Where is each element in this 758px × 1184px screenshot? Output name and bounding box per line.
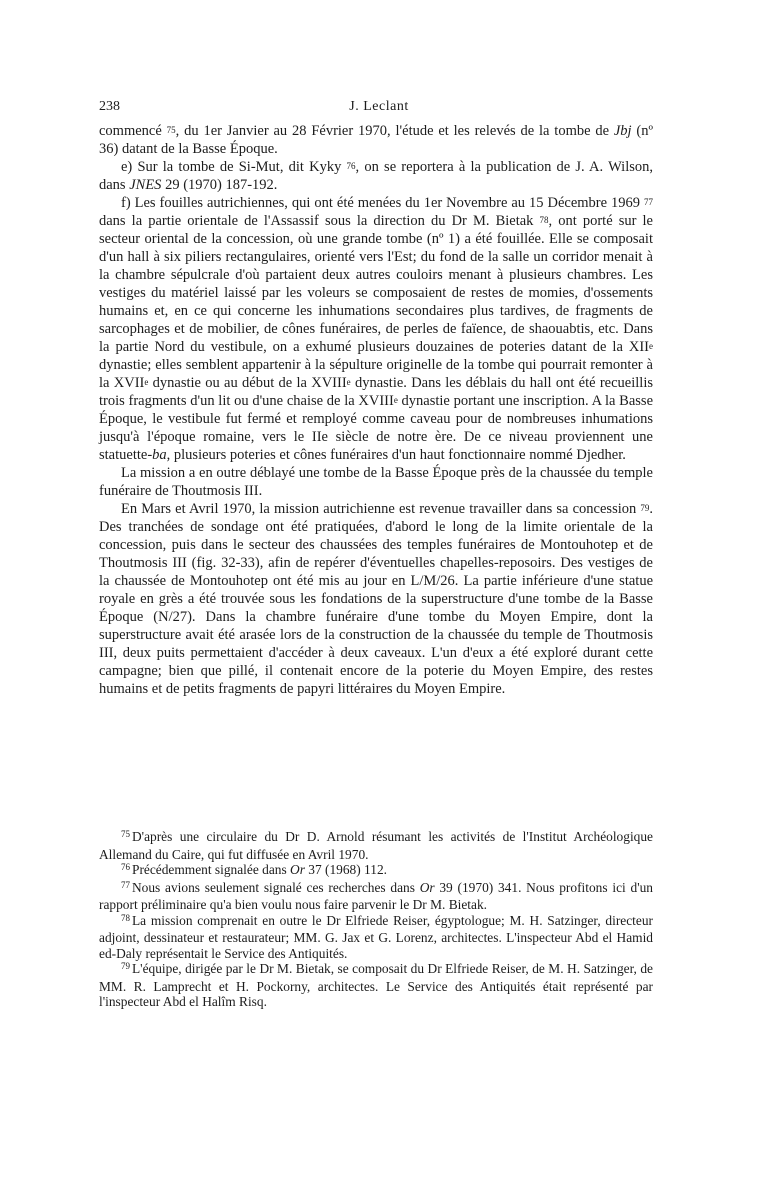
paragraph: commencé $^{75}$, du 1er Janvier au 28 Février 1970, l'étude et les relevés de la tombe de Jbj (nº 36) datant de la Basse Époque. [99, 123, 653, 157]
page-header [99, 99, 659, 117]
paragraph: La mission a en outre déblayé une tombe de la Basse Époque près de la chaussée du temple funéraire de Thoutmosis III. [99, 465, 653, 499]
footnote-ref[interactable]: 77 [644, 197, 653, 207]
footnote: $^{76}$ Précédemment signalée dans Or 37 (1968) 112. [121, 862, 387, 877]
footnote-number: 75 [121, 829, 130, 839]
footnote: $^{77}$ Nous avions seulement signalé ces recherches dans Or 39 (1970) 341. Nous profitons ici d'un rapport préliminaire qu'a bien voulu nous faire parvenir le Dr M. Bietak. [99, 879, 653, 912]
footnote-number: 78 [121, 912, 130, 923]
footnote-ref[interactable]: 78 [539, 215, 549, 225]
footnote: $^{75}$ D'après une circulaire du Dr D. Arnold résumant les activités de l'Institut Archéologique Allemand du Caire, qui fut diffusée en Avril 1970. [99, 829, 653, 862]
paragraph: En Mars et Avril 1970, la mission autrichienne est revenue travailler dans sa concession $^{79}$. Des tranchées de sondage ont été pratiquées, d'abord le long de la limite orientale de la concession, puis dans le secteur des chaussées des temples funéraires de Montouhotep et de Thoutmosis III (fig. 32-33), afin de repérer d'éventuelles chapelles-reposoirs. Des vestiges de la chaussée de Montouhotep ont été mis au jour en L/M/26. La partie inférieure d'une statue royale en grès a été trouvée sous les fondations de la superstructure d'une tombe de la Basse Époque (N/27). Dans la chambre funéraire d'une tombe du Moyen Empire, dont la superstructure avait été arasée lors de la construction de la chaussée du temple de Thoutmosis III, deux puits permettaient d'accéder à deux caveaux. L'un d'eux a été exploré durant cette campagne; bien que pillé, il contenait encore de la poterie du Moyen Empire, des restes humains et de petits fragments de papyri littéraires du Moyen Empire. [99, 501, 653, 697]
footnotes [99, 829, 653, 1010]
footnote-number: 76 [121, 862, 130, 872]
running-head: J. Leclant [349, 99, 409, 114]
body-text [99, 122, 653, 698]
footnote-number: 77 [121, 879, 130, 890]
footnote-ref[interactable]: 76 [346, 161, 356, 171]
footnote: $^{78}$ La mission comprenait en outre le Dr Elfriede Reiser, égyptologue; M. H. Satzinger, directeur adjoint, dessinateur et restaurateur; MM. G. Jax et G. Lorenz, architectes. L'inspecteur Abd el Hamid ed-Daly représentait le Service des Antiquités. [99, 912, 653, 961]
paragraph: f) Les fouilles autrichiennes, qui ont été menées du 1er Novembre au 15 Décembre 1969 $^{77}$ dans la partie orientale de l'Assassif sous la direction du Dr M. Bietak $^{78}$, ont porté sur le secteur oriental de la concession, où une grande tombe (nº 1) a été fouillée. Elle se composait d'un hall à six piliers rectangulaires, orienté vers l'Est; du fond de la salle un corridor menait à la chambre sépulcrale d'où partaient deux autres couloirs menant à plusieurs chambres. Les vestiges du matériel laissé par les voleurs se composaient de restes de momies, d'ossements humains et, en ce qui concerne les inhumations secondaires plus tardives, de fragments de sarcophages et de mobilier, de cônes funéraires, de perles de faïence, de shaouabtis, etc. Dans la partie Nord du vestibule, on a exhumé plusieurs douzaines de poteries datant de la XIIe dynastie; elles semblent appartenir à la sépulture originelle de la tombe qui pourrait remonter à la XVIIe dynastie ou au début de la XVIIIe dynastie. Dans les déblais du hall ont été recueillis trois fragments d'un lit ou d'une chaise de la XVIIIe dynastie portant une inscription. A la Basse Époque, le vestibule fut fermé et remployé comme caveau pour de nombreuses inhumations jusqu'à l'époque romaine, vers le IIe siècle de notre ère. De ce niveau proviennent une statuette-ba, plusieurs poteries et cônes funéraires d'un haut fonctionnaire nommé Djedher. [99, 195, 654, 463]
footnote-ref[interactable]: 75 [166, 125, 176, 135]
page-number: 238 [99, 99, 120, 114]
footnote: $^{79}$ L'équipe, dirigée par le Dr M. Bietak, se composait du Dr Elfriede Reiser, de M. H. Satzinger, de MM. R. Lamprecht et H. Pockorny, architectes. Le Service des Antiquités était représenté par l'inspecteur Abd el Halîm Risq. [99, 961, 653, 1009]
footnote-ref[interactable]: 79 [640, 503, 650, 513]
footnote-number: 79 [121, 961, 130, 971]
paragraph: e) Sur la tombe de Si-Mut, dit Kyky $^{76}$, on se reportera à la publication de J. A. Wilson, dans JNES 29 (1970) 187-192. [99, 159, 653, 193]
